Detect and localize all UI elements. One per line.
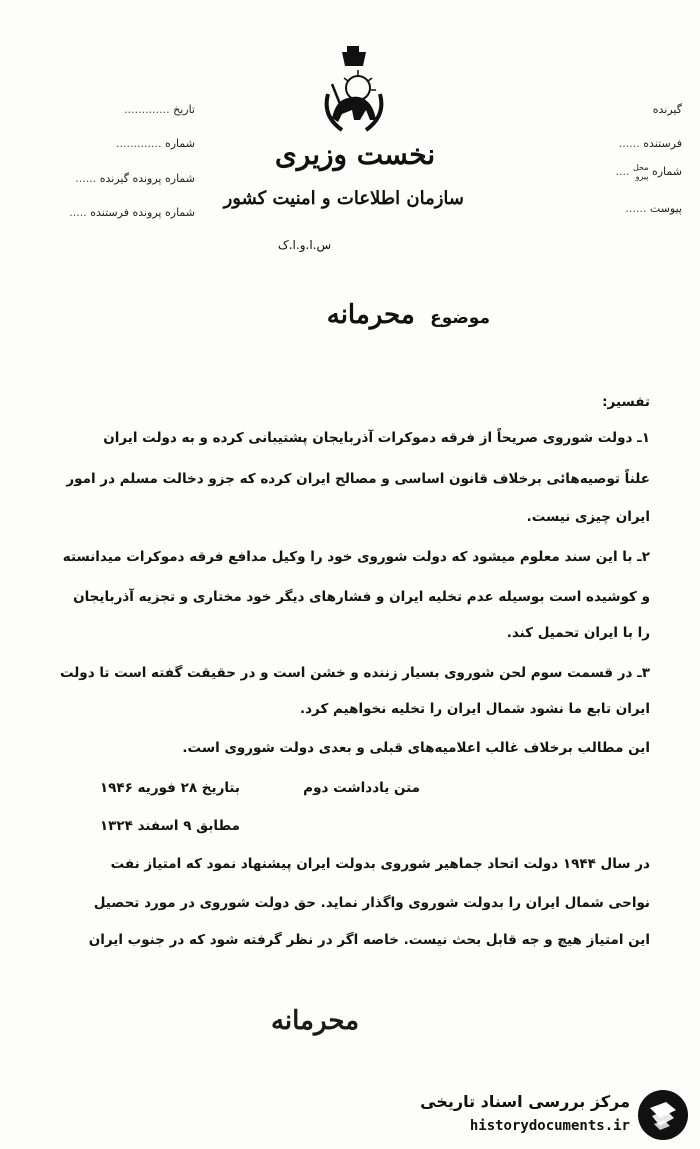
field-reference-number: شماره محل پیرو .... [615, 163, 682, 181]
body-line-1: ۱ـ دولت شوروی صریحاً از فرقه دموکرات آذربایجان پشتیبانی کرده و به دولت ایران [103, 430, 650, 446]
body-line-4: ۲ـ با این سند معلوم میشود که دولت شوروی خود را وکیل مدافع فرقه دموکرات میدانسته [62, 549, 650, 565]
field-sender-case-no: شماره پرونده فرستنده ..... [69, 206, 195, 219]
letterhead-ref-code: س.ا.و.ا.ک [278, 238, 332, 252]
para2-line-2: نواحی شمال ایران را بدولت شوروی واگذار نماید. حق دولت شوروی در مورد تحصیل [93, 895, 650, 911]
field-recipient-case-no: شماره پرونده گیرنده ...... [75, 172, 195, 185]
watermark-title: مرکز بررسی اسناد تاریخی [420, 1092, 630, 1111]
body-line-7: ۳ـ در قسمت سوم لحن شوروی بسیار زننده و خشن است و در حقیقت گفته است تا دولت [59, 665, 650, 681]
letterhead-title: نخست وزیری [274, 138, 436, 171]
subject-line [230, 300, 490, 330]
subject-label: موضوع [430, 308, 490, 328]
body-heading: تفسیر: [602, 394, 650, 410]
watermark [410, 1086, 695, 1146]
body-line-9: این مطالب برخلاف غالب اعلامیه‌های قبلی و بعدی دولت شوروی است. [182, 740, 650, 756]
body-line-6: را با ایران تحمیل کند. [506, 625, 650, 641]
subject-value: محرمانه [326, 300, 415, 330]
field-sender: فرستنده ...... [618, 137, 682, 150]
body-line-2: علناً توصیه‌هائی برخلاف قانون اساسی و مصالح ایران کرده که جزو دخالت مسلم در امور [66, 471, 650, 487]
field-attachment: پیوست ...... [625, 202, 682, 215]
note-date: بتاریخ ۲۸ فوریه ۱۹۴۶ [99, 780, 240, 796]
note-label: متن یادداشت دوم [303, 780, 420, 796]
note-date-solar: مطابق ۹ اسفند ۱۳۲۴ [99, 818, 240, 834]
body-line-3: ایران چیزی نیست. [526, 509, 650, 525]
body-line-5: و کوشیده است بوسیله عدم تخلیه ایران و فشارهای دیگر خود مختاری و تجزیه آذربایجان [73, 589, 650, 605]
letterhead-organization: سازمان اطلاعات و امنیت کشور [223, 188, 464, 209]
field-recipient: گیرنده [652, 103, 682, 116]
footer-confidential-stamp: محرمانه [270, 1006, 360, 1036]
document-center-logo-icon [636, 1088, 690, 1142]
field-number: شماره ............. [116, 137, 195, 150]
body-line-8: ایران تابع ما نشود شمال ایران را تخلیه نخواهیم کرد. [299, 701, 650, 717]
para2-line-1: در سال ۱۹۴۴ دولت اتحاد جماهیر شوروی بدولت ایران پیشنهاد نمود که امتیاز نفت [110, 856, 650, 872]
para2-line-3: این امتیاز هیچ و جه قابل بحث نیست. خاصه اگر در نظر گرفته شود که در جنوب ایران [88, 932, 650, 948]
lion-and-sun-emblem-icon [318, 44, 390, 136]
field-date: تاریخ ............. [124, 103, 195, 116]
watermark-url: historydocuments.ir [469, 1118, 630, 1134]
